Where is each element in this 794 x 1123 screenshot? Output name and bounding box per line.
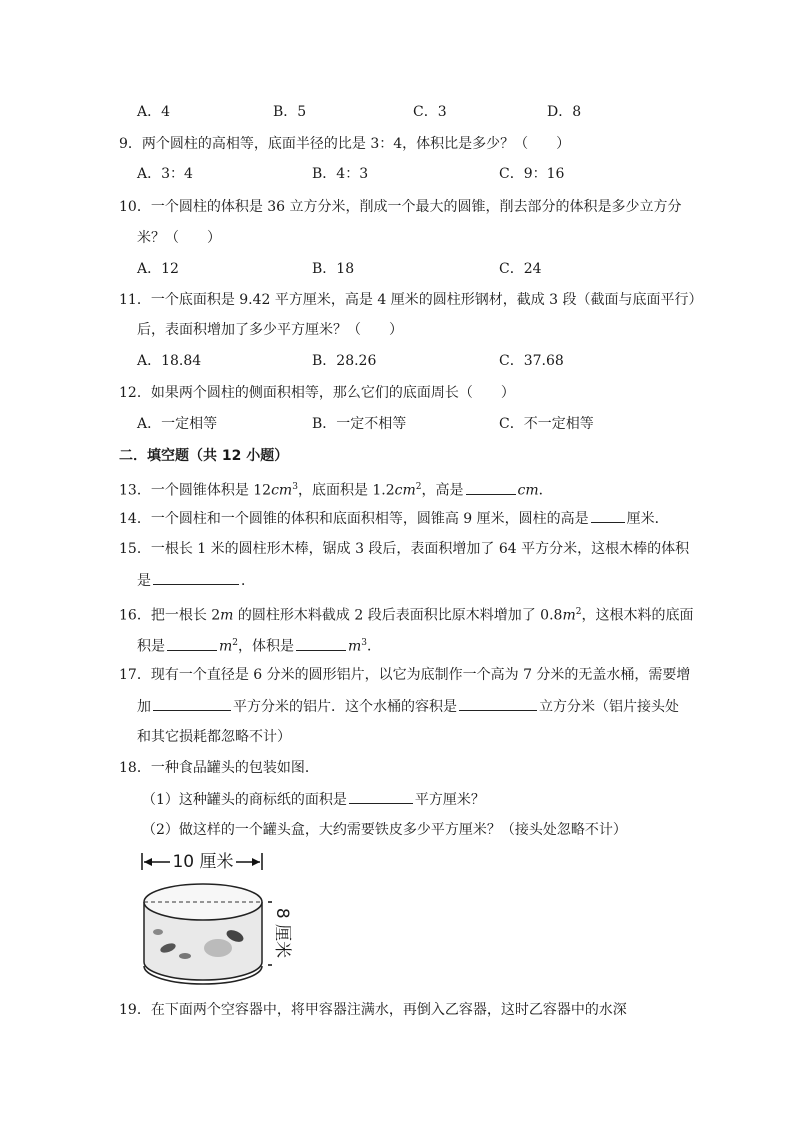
q11-option-a: A．18.84 (137, 353, 202, 369)
q12-text: 12．如果两个圆柱的侧面积相等，那么它们的底面周长（ ） (119, 385, 515, 401)
q11-option-c: C．37.68 (499, 353, 564, 369)
q14-text: 14．一个圆柱和一个圆锥的体积和底面积相等，圆锥高 9 厘米，圆柱的高是 厘米． (119, 508, 669, 529)
q15-line2: 是 ． (137, 570, 255, 591)
q18-sub2: （2）做这样的一个罐头盒，大约需要铁皮多少平方厘米？（接头处忽略不计） (142, 822, 627, 838)
answer-blank[interactable] (153, 696, 231, 711)
q19-text: 19．在下面两个空容器中，将甲容器注满水，再倒入乙容器，这时乙容器中的水深 (119, 1002, 627, 1018)
answer-blank[interactable] (466, 480, 516, 495)
can-figure (130, 850, 300, 990)
q9-option-c: C．9：16 (499, 166, 565, 182)
q15-line1: 15．一根长 1 米的圆柱形木棒，锯成 3 段后，表面积增加了 64 平方分米，这根木棒的体积 (119, 541, 690, 557)
answer-blank[interactable] (459, 696, 537, 711)
q12-option-c: C．不一定相等 (499, 416, 594, 432)
answer-blank[interactable] (591, 508, 625, 523)
q10-option-c: C．24 (499, 261, 542, 277)
answer-blank[interactable] (153, 570, 239, 585)
q8-option-d: D．8 (547, 104, 582, 120)
q16-line2: 积是 $m^2$，体积是 $m^3$． (137, 633, 381, 657)
q12-option-b: B．一定不相等 (312, 416, 407, 432)
answer-blank[interactable] (167, 636, 217, 651)
q10-line2: 米？（ ） (137, 230, 221, 246)
q9-text: 9．两个圆柱的高相等，底面半径的比是 3：4，体积比是多少？（ ） (119, 136, 571, 152)
answer-blank[interactable] (349, 789, 413, 804)
q17-line3: 和其它损耗都忽略不计） (137, 729, 291, 745)
q10-option-b: B．18 (312, 261, 355, 277)
q11-line2: 后，表面积增加了多少平方厘米？（ ） (137, 322, 403, 338)
q10-option-a: A．12 (137, 261, 179, 277)
q9-option-b: B．4：3 (312, 166, 369, 182)
q11-option-b: B．28.26 (312, 353, 377, 369)
answer-blank[interactable] (296, 636, 346, 651)
q17-line2: 加 平方分米的铝片．这个水桶的容积是 立方分米（铝片接头处 (137, 696, 679, 717)
q13-text: 13．一个圆锥体积是 $12cm^3$，底面积是 $1.2cm^2$，高是 cm． (119, 477, 553, 501)
q12-option-a: A．一定相等 (137, 416, 218, 432)
q18-text: 18．一种食品罐头的包装如图． (119, 760, 319, 776)
height-label: 8 厘米 (272, 893, 292, 973)
q9-option-a: A．3：4 (137, 166, 193, 182)
q17-line1: 17．现有一个直径是 6 分米的圆形铝片，以它为底制作一个高为 7 分米的无盖水桶，需要增 (119, 667, 691, 683)
section-title: 二．填空题（共 12 小题） (119, 448, 289, 464)
q10-line1: 10．一个圆柱的体积是 36 立方分米，削成一个最大的圆锥，削去部分的体积是多少立方分 (119, 199, 682, 215)
q11-line1: 11．一个底面积是 9.42 平方厘米，高是 4 厘米的圆柱形钢材，截成 3 段（截面与底面平行） (119, 292, 703, 308)
q18-sub1: （1）这种罐头的商标纸的面积是 平方厘米？ (142, 789, 485, 810)
q16-line1: 16．把一根长 2m 的圆柱形木料截成 2 段后表面积比原木料增加了 $0.8m^2$，这根木料的底面 (119, 607, 694, 624)
q8-option-c: C．3 (413, 104, 447, 120)
q8-option-b: B．5 (273, 104, 307, 120)
q8-option-a: A．4 (137, 104, 171, 120)
width-label: 10 厘米 (170, 852, 236, 872)
